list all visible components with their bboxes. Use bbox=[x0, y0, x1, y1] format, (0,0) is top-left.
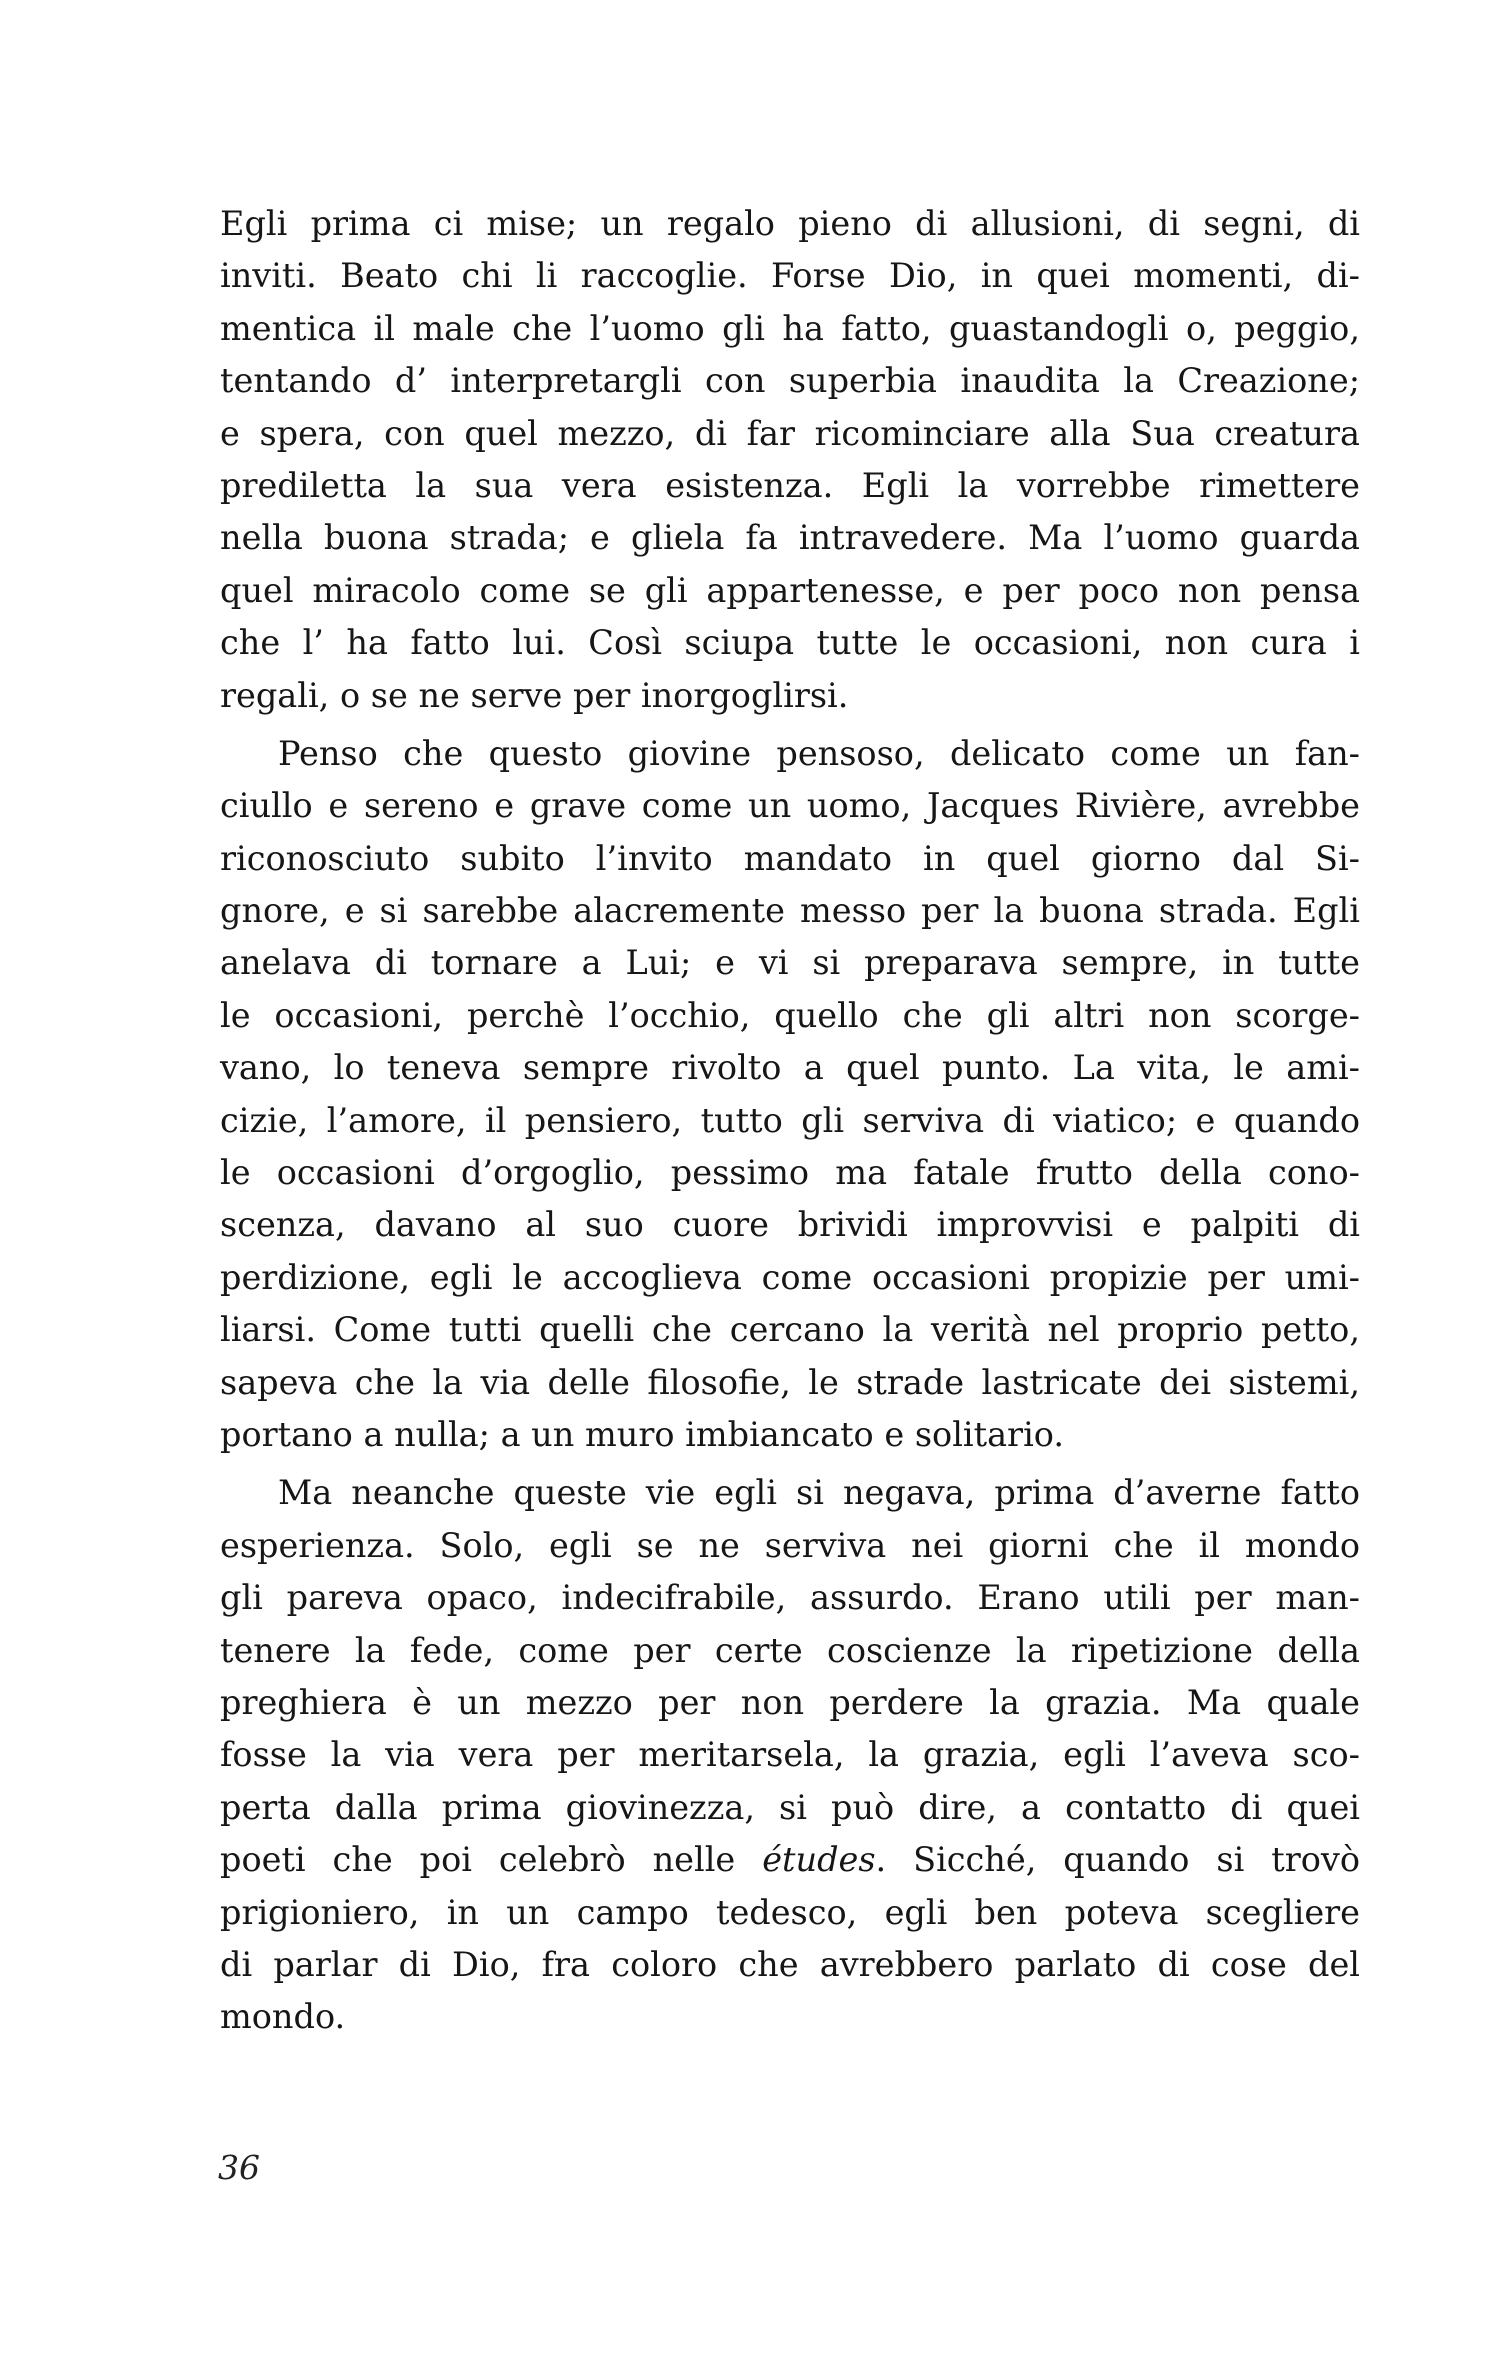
text-line: le occasioni d’orgoglio, pessimo ma fatale frutto della cono- bbox=[220, 1153, 1360, 1193]
page-number: 36 bbox=[218, 2148, 260, 2187]
text-line: gnore, e si sarebbe alacremente messo per la buona strada. Egli bbox=[220, 891, 1360, 931]
italic-word: études bbox=[762, 1840, 876, 1880]
text-line: vano, lo teneva sempre rivolto a quel punto. La vita, le ami- bbox=[220, 1048, 1360, 1088]
text-line: perta dalla prima giovinezza, si può dire, a contatto di quei bbox=[220, 1787, 1360, 1827]
text-line: prigioniero, in un campo tedesco, egli ben poteva scegliere bbox=[220, 1892, 1360, 1932]
text-line: portano a nulla; a un muro imbiancato e solitario. bbox=[220, 1414, 1065, 1454]
text-line: perdizione, egli le accoglieva come occasioni propizie per umi- bbox=[220, 1257, 1360, 1297]
text-line: scenza, davano al suo cuore brividi improvvisi e palpiti di bbox=[220, 1205, 1360, 1245]
text-line: Penso che questo giovine pensoso, delicato come un fan- bbox=[278, 733, 1360, 773]
text-line: gli pareva opaco, indecifrabile, assurdo. Erano utili per man- bbox=[220, 1578, 1360, 1618]
text-line: Ma neanche queste vie egli si negava, prima d’averne fatto bbox=[278, 1473, 1360, 1513]
text-line: e spera, con quel mezzo, di far ricominciare alla Sua creatura bbox=[220, 413, 1360, 453]
text-line: anelava di tornare a Lui; e vi si preparava sempre, in tutte bbox=[220, 943, 1360, 983]
text-line: inviti. Beato chi li raccoglie. Forse Dio, in quei momenti, di- bbox=[220, 256, 1360, 296]
text-line: di parlar di Dio, fra coloro che avrebbero parlato di cose del bbox=[220, 1944, 1360, 1984]
text-line: cizie, l’amore, il pensiero, tutto gli serviva di viatico; e quando bbox=[220, 1100, 1360, 1140]
text-line: sapeva che la via delle filosofie, le strade lastricate dei sistemi, bbox=[220, 1362, 1360, 1402]
text-line: regali, o se ne serve per inorgoglirsi. bbox=[220, 675, 849, 715]
text-line: liarsi. Come tutti quelli che cercano la verità nel proprio petto, bbox=[220, 1310, 1360, 1350]
paragraph bbox=[220, 1467, 1360, 2043]
text-line: riconosciuto subito l’invito mandato in quel giorno dal Si- bbox=[220, 838, 1360, 878]
text-line: Egli prima ci mise; un regalo pieno di allusioni, di segni, di bbox=[220, 204, 1360, 243]
text-line: tenere la fede, come per certe coscienze la ripetizione della bbox=[220, 1630, 1360, 1670]
text-line: preghiera è un mezzo per non perdere la grazia. Ma quale bbox=[220, 1682, 1360, 1722]
body-text bbox=[220, 198, 1360, 2044]
paragraph bbox=[220, 198, 1360, 722]
text-line: esperienza. Solo, egli se ne serviva nei giorni che il mondo bbox=[220, 1525, 1360, 1565]
text-line: fosse la via vera per meritarsela, la grazia, egli l’aveva sco- bbox=[220, 1735, 1360, 1775]
paragraph bbox=[220, 728, 1360, 1461]
text-line: mentica il male che l’uomo gli ha fatto, guastandogli o, peggio, bbox=[220, 308, 1360, 348]
text-line: poeti che poi celebrò nelle études. Sicché, quando si trovò bbox=[220, 1840, 1360, 1880]
text-line: mondo. bbox=[220, 1997, 346, 2037]
text-line: le occasioni, perchè l’occhio, quello che gli altri non scorge- bbox=[220, 995, 1360, 1035]
text-line: che l’ ha fatto lui. Così sciupa tutte le occasioni, non cura i bbox=[220, 623, 1360, 663]
text-line: quel miracolo come se gli appartenesse, e per poco non pensa bbox=[220, 570, 1360, 610]
text-line: tentando d’ interpretargli con superbia inaudita la Creazione; bbox=[220, 361, 1360, 401]
text-line: prediletta la sua vera esistenza. Egli la vorrebbe rimettere bbox=[220, 465, 1360, 505]
text-line: ciullo e sereno e grave come un uomo, Jacques Rivière, avrebbe bbox=[220, 786, 1360, 826]
text-line: nella buona strada; e gliela fa intravedere. Ma l’uomo guarda bbox=[220, 518, 1360, 558]
